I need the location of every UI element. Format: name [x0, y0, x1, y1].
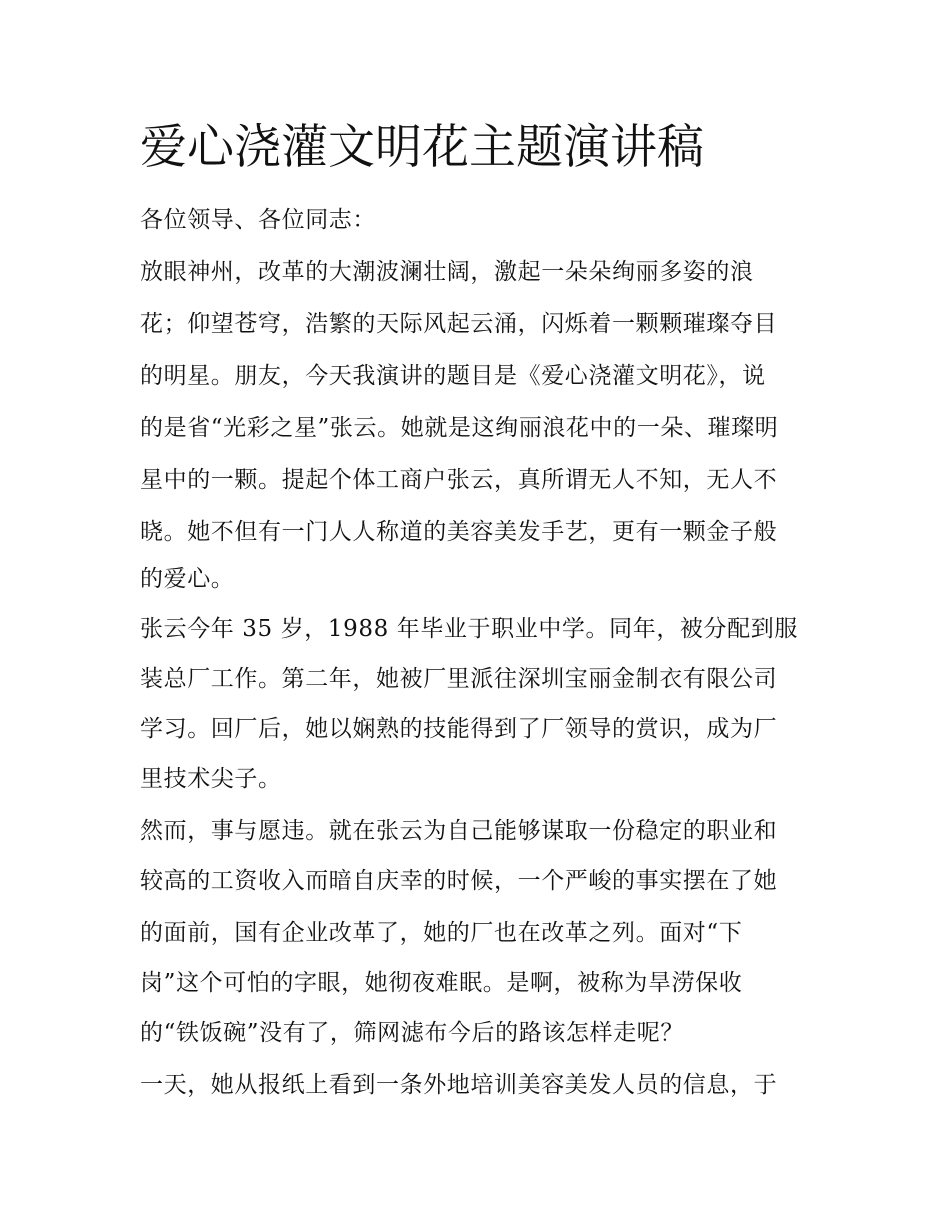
text-line: 装总厂工作。第二年，她被厂里派往深圳宝丽金制衣有限公司 [140, 666, 778, 692]
text-line: 放眼神州，改革的大潮波澜壮阔，激起一朵朵绚丽多姿的浪 [140, 259, 754, 285]
text-line: 晓。她不但有一门人人称道的美容美发手艺，更有一颗金子般 [140, 519, 778, 545]
text-line: 的是省“光彩之星”张云。她就是这绚丽浪花中的一朵、璀璨明 [140, 415, 779, 441]
text-line: 各位领导、各位同志： [140, 207, 376, 233]
text-line: 学习。回厂后，她以娴熟的技能得到了厂领导的赏识，成为厂 [140, 716, 778, 742]
document-title: 爱心浇灌文明花主题演讲稿 [140, 120, 704, 175]
text-line: 花；仰望苍穹，浩繁的天际风起云涌，闪烁着一颗颗璀璨夺目 [140, 311, 778, 337]
text-line: 的面前，国有企业改革了，她的厂也在改革之列。面对“下 [140, 920, 743, 946]
text-line: 然而，事与愿违。就在张云为自己能够谋取一份稳定的职业和 [140, 818, 778, 844]
text-line: 较高的工资收入而暗自庆幸的时候，一个严峻的事实摆在了她 [140, 868, 778, 894]
text-line: 的明星。朋友，今天我演讲的题目是《爱心浇灌文明花》，说 [140, 363, 766, 389]
text-line: 星中的一颗。提起个体工商户张云，真所谓无人不知，无人不 [140, 467, 778, 493]
text-line: 的爱心。 [140, 566, 235, 592]
text-line: 张云今年 35 岁，1988 年毕业于职业中学。同年，被分配到服 [140, 616, 798, 642]
text-line: 一天，她从报纸上看到一条外地培训美容美发人员的信息，于 [140, 1072, 778, 1098]
text-line: 里技术尖子。 [140, 766, 282, 792]
text-line: 的“铁饭碗”没有了，筛网滤布今后的路该怎样走呢？ [140, 1020, 684, 1046]
text-line: 岗”这个可怕的字眼，她彻夜难眠。是啊，被称为旱涝保收 [140, 970, 743, 996]
